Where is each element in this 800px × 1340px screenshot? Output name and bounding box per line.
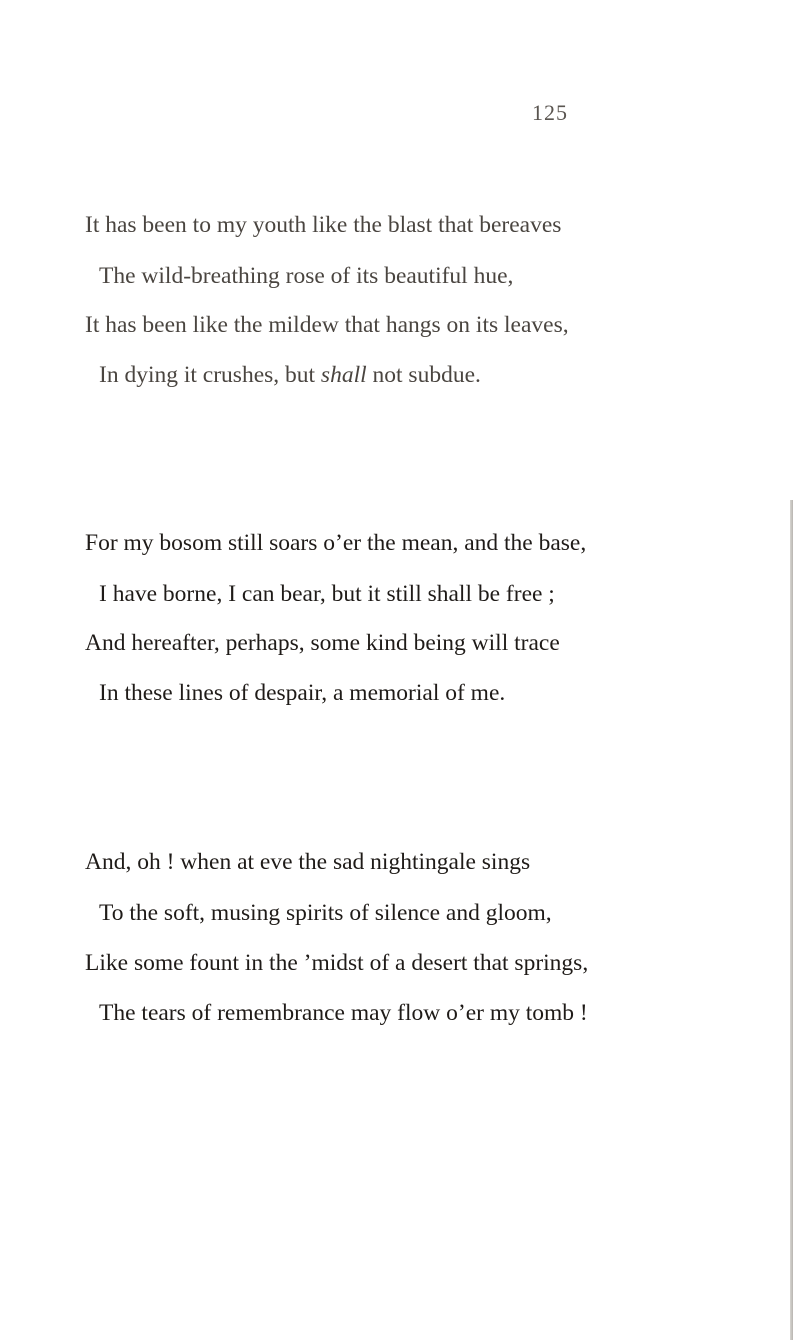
poem-line: Like some fount in the ’midst of a desert that springs, xyxy=(85,950,589,976)
poem-line-text: In dying it crushes, but xyxy=(99,362,321,388)
poem-line: It has been like the mildew that hangs on its leaves, xyxy=(85,312,569,338)
page-edge-shadow xyxy=(790,500,793,1340)
poem-line: I have borne, I can bear, but it still shall be free ; xyxy=(99,581,555,607)
poem-line: The tears of remembrance may flow o’er my tomb ! xyxy=(99,1000,588,1026)
poem-line: For my bosom still soars o’er the mean, and the base, xyxy=(85,530,587,556)
poem-line: The wild-breathing rose of its beautiful hue, xyxy=(99,263,514,289)
emphasized-word: shall xyxy=(320,362,367,388)
poem-line: And hereafter, perhaps, some kind being will trace xyxy=(85,630,560,656)
poem-line: And, oh ! when at eve the sad nightingale sings xyxy=(85,849,531,875)
poem-line-text: not subdue. xyxy=(366,362,481,388)
page-number: 125 xyxy=(532,100,568,125)
poem-line xyxy=(99,364,481,388)
poem-line: In these lines of despair, a memorial of me. xyxy=(99,680,506,706)
poem-line: It has been to my youth like the blast that bereaves xyxy=(85,212,562,238)
poem-line: To the soft, musing spirits of silence and gloom, xyxy=(99,900,552,926)
